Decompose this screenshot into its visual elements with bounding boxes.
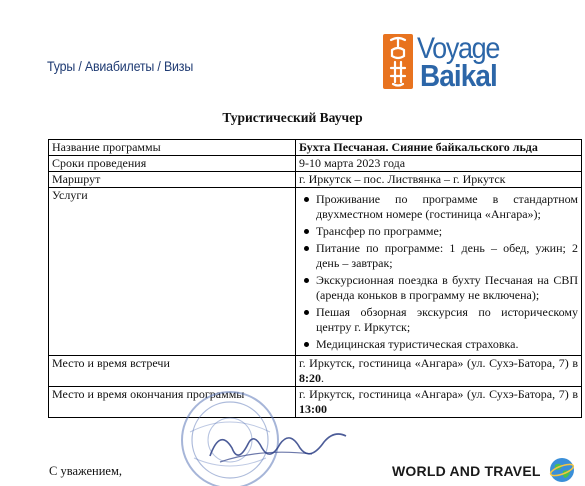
closing-text: С уважением, [49,464,122,478]
logo-emblem-icon [383,34,413,89]
meeting-place: г. Иркутск, гостиница «Ангара» (ул. Сухэ-Батора, 7) в [299,356,578,370]
services-list [299,188,578,355]
logo-word-voyage: Voyage [417,32,499,65]
meeting-time: 8:20 [299,371,321,385]
voyage-baikal-logo [383,34,543,92]
list-item: Питание по программе: 1 день – обед, ужин; 2 день – завтрак; [316,241,578,270]
signature [200,418,350,474]
end-label: Место и время окончания программы [49,387,296,418]
table-row [49,156,582,172]
list-item: Проживание по программе в стандартном двухместном номере (гостиница «Ангара»); [316,192,578,221]
program-value: Бухта Песчаная. Сияние байкальского льда [296,140,582,156]
meeting-value: г. Иркутск, гостиница «Ангара» (ул. Сухэ-Батора, 7) в 8:20. [296,356,582,387]
list-item: Пешая обзорная экскурсия по историческому центру г. Иркутск; [316,305,578,334]
dates-label: Сроки проведения [49,156,296,172]
program-label: Название программы [49,140,296,156]
dates-value: 9-10 марта 2023 года [296,156,582,172]
document-title: Туристический Ваучер [222,110,363,125]
services-label: Услуги [49,188,296,356]
list-item: Экскурсионная поездка в бухту Песчаная на СВП (аренда коньков в программу не включена); [316,273,578,302]
globe-icon [549,457,575,483]
route-label: Маршрут [49,172,296,188]
services-value [296,188,582,356]
header-nav-links: Туры / Авиабилеты / Визы [47,59,194,74]
route-value: г. Иркутск – пос. Листвянка – г. Иркутск [296,172,582,188]
meeting-label: Место и время встречи [49,356,296,387]
partner-logo-text: WORLD AND TRAVEL [392,463,541,479]
end-value [296,387,582,418]
table-row [49,188,582,356]
voucher-table [48,139,582,418]
logo-word-baikal: Baikal [420,58,497,93]
table-row [49,387,582,418]
list-item: Медицинская туристическая страховка. [316,337,578,352]
end-place: г. Иркутск, гостиница «Ангара» (ул. Сухэ-Батора, 7) в [299,387,578,401]
end-time: 13:00 [299,402,327,416]
table-row [49,172,582,188]
list-item: Трансфер по программе; [316,224,578,239]
table-row [49,140,582,156]
table-row [49,356,582,387]
